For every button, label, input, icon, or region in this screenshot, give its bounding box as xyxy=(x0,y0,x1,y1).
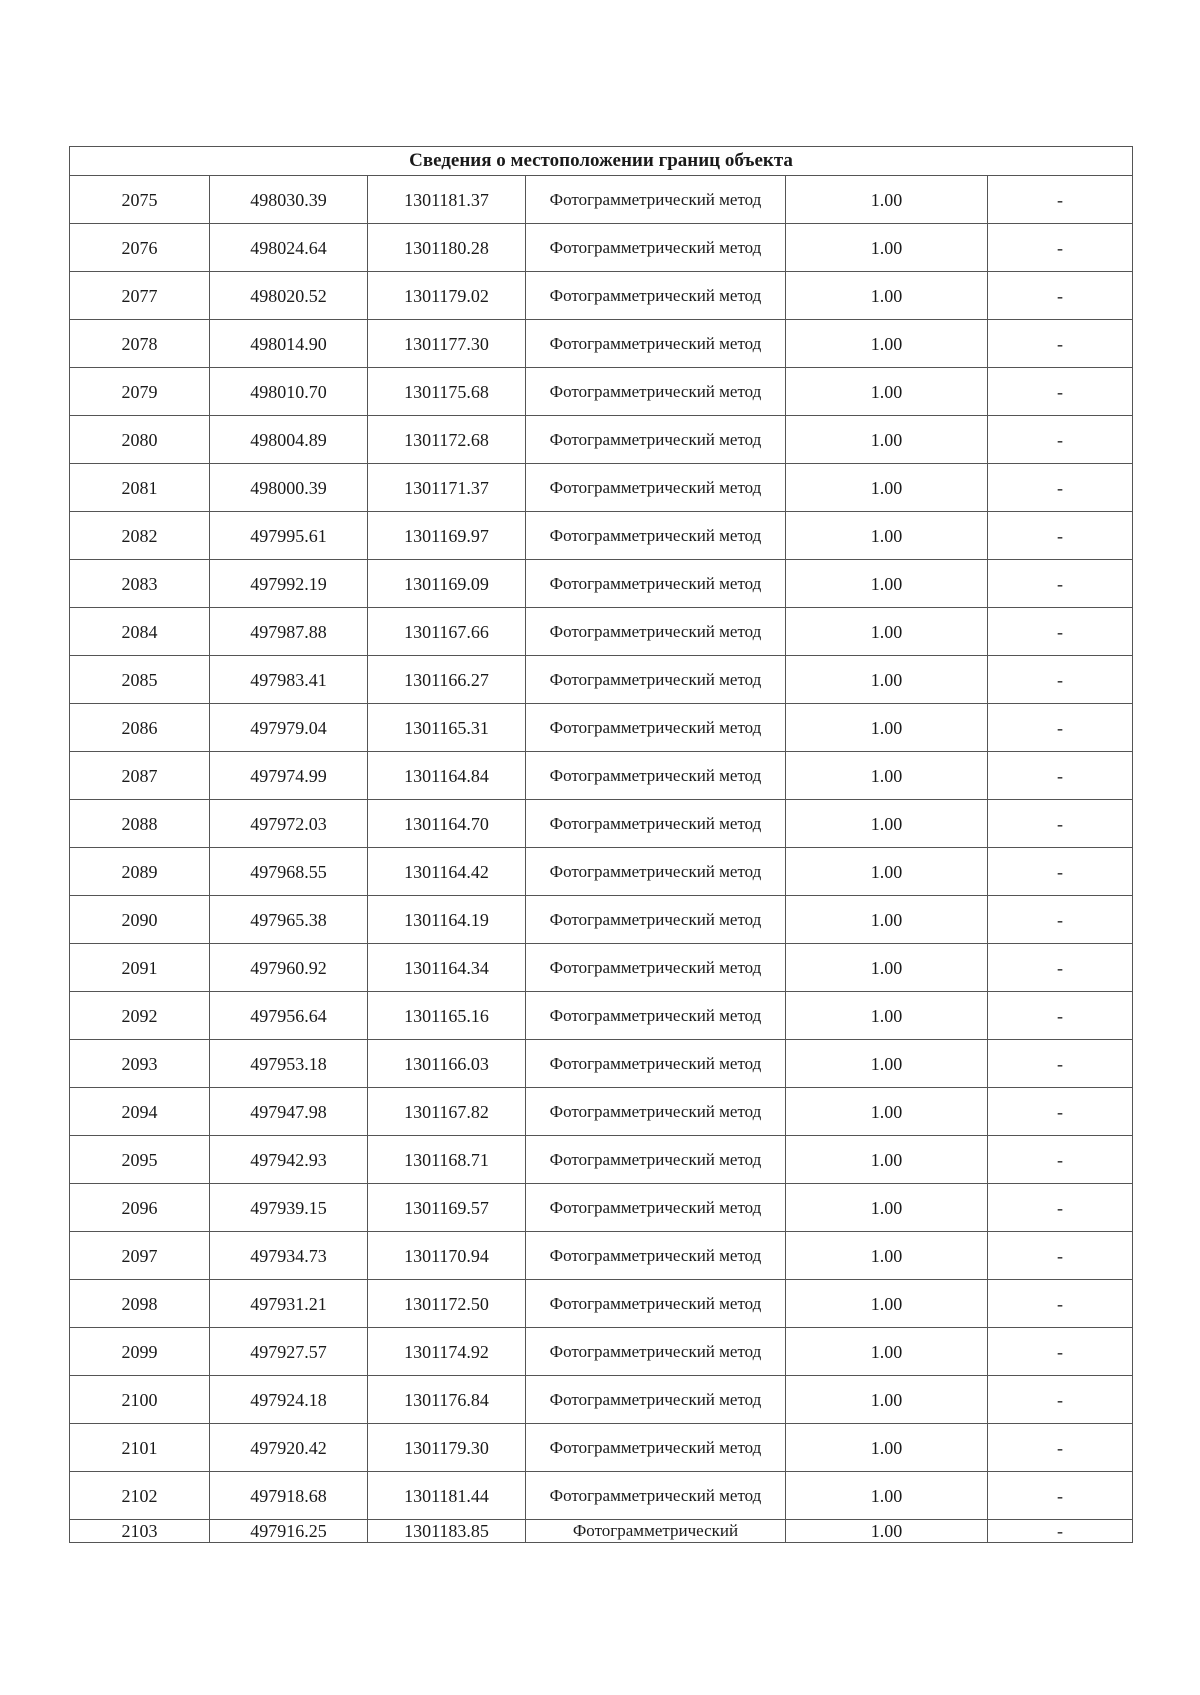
method-cell: Фотограмметрический метод xyxy=(526,176,786,224)
accuracy-cell: 1.00 xyxy=(786,272,988,320)
method-cell: Фотограмметрический метод xyxy=(526,560,786,608)
y-coordinate-cell: 1301175.68 xyxy=(368,368,526,416)
table-row xyxy=(70,224,1133,272)
x-coordinate-cell: 497953.18 xyxy=(210,1040,368,1088)
accuracy-cell: 1.00 xyxy=(786,752,988,800)
table-row xyxy=(70,752,1133,800)
note-cell: - xyxy=(988,1184,1133,1232)
point-number-cell: 2102 xyxy=(70,1472,210,1520)
x-coordinate-cell: 497916.25 xyxy=(210,1520,368,1543)
y-coordinate-cell: 1301166.27 xyxy=(368,656,526,704)
y-coordinate-cell: 1301169.57 xyxy=(368,1184,526,1232)
table-row xyxy=(70,272,1133,320)
accuracy-cell: 1.00 xyxy=(786,704,988,752)
x-coordinate-cell: 497972.03 xyxy=(210,800,368,848)
x-coordinate-cell: 497956.64 xyxy=(210,992,368,1040)
note-cell: - xyxy=(988,656,1133,704)
point-number-cell: 2086 xyxy=(70,704,210,752)
accuracy-cell: 1.00 xyxy=(786,1040,988,1088)
note-cell: - xyxy=(988,1520,1133,1543)
accuracy-cell: 1.00 xyxy=(786,1088,988,1136)
y-coordinate-cell: 1301169.97 xyxy=(368,512,526,560)
point-number-cell: 2087 xyxy=(70,752,210,800)
point-number-cell: 2085 xyxy=(70,656,210,704)
note-cell: - xyxy=(988,848,1133,896)
note-cell: - xyxy=(988,1040,1133,1088)
method-cell: Фотограмметрический метод xyxy=(526,944,786,992)
table-row xyxy=(70,1376,1133,1424)
note-cell: - xyxy=(988,992,1133,1040)
point-number-cell: 2083 xyxy=(70,560,210,608)
accuracy-cell: 1.00 xyxy=(786,560,988,608)
table-row xyxy=(70,608,1133,656)
accuracy-cell: 1.00 xyxy=(786,1376,988,1424)
y-coordinate-cell: 1301167.82 xyxy=(368,1088,526,1136)
method-cell: Фотограмметрический метод xyxy=(526,608,786,656)
table-body xyxy=(70,176,1133,1543)
note-cell: - xyxy=(988,1328,1133,1376)
x-coordinate-cell: 498014.90 xyxy=(210,320,368,368)
point-number-cell: 2076 xyxy=(70,224,210,272)
note-cell: - xyxy=(988,560,1133,608)
accuracy-cell: 1.00 xyxy=(786,656,988,704)
method-cell: Фотограмметрический метод xyxy=(526,1184,786,1232)
note-cell: - xyxy=(988,800,1133,848)
y-coordinate-cell: 1301167.66 xyxy=(368,608,526,656)
y-coordinate-cell: 1301176.84 xyxy=(368,1376,526,1424)
x-coordinate-cell: 498004.89 xyxy=(210,416,368,464)
table-row xyxy=(70,800,1133,848)
accuracy-cell: 1.00 xyxy=(786,512,988,560)
y-coordinate-cell: 1301177.30 xyxy=(368,320,526,368)
method-cell: Фотограмметрический метод xyxy=(526,1280,786,1328)
y-coordinate-cell: 1301164.84 xyxy=(368,752,526,800)
accuracy-cell: 1.00 xyxy=(786,1520,988,1543)
accuracy-cell: 1.00 xyxy=(786,224,988,272)
method-cell: Фотограмметрический метод xyxy=(526,464,786,512)
table-row xyxy=(70,1088,1133,1136)
point-number-cell: 2078 xyxy=(70,320,210,368)
table-row xyxy=(70,704,1133,752)
y-coordinate-cell: 1301169.09 xyxy=(368,560,526,608)
x-coordinate-cell: 498020.52 xyxy=(210,272,368,320)
table-row xyxy=(70,896,1133,944)
method-cell: Фотограмметрический метод xyxy=(526,752,786,800)
table-row xyxy=(70,1520,1133,1543)
point-number-cell: 2082 xyxy=(70,512,210,560)
x-coordinate-cell: 498024.64 xyxy=(210,224,368,272)
method-cell: Фотограмметрический метод xyxy=(526,896,786,944)
method-cell: Фотограмметрический метод xyxy=(526,224,786,272)
point-number-cell: 2090 xyxy=(70,896,210,944)
y-coordinate-cell: 1301171.37 xyxy=(368,464,526,512)
y-coordinate-cell: 1301179.02 xyxy=(368,272,526,320)
accuracy-cell: 1.00 xyxy=(786,1184,988,1232)
table-row xyxy=(70,464,1133,512)
accuracy-cell: 1.00 xyxy=(786,1232,988,1280)
x-coordinate-cell: 497918.68 xyxy=(210,1472,368,1520)
x-coordinate-cell: 497965.38 xyxy=(210,896,368,944)
boundary-coordinates-table xyxy=(69,146,1133,1543)
accuracy-cell: 1.00 xyxy=(786,608,988,656)
note-cell: - xyxy=(988,512,1133,560)
y-coordinate-cell: 1301180.28 xyxy=(368,224,526,272)
note-cell: - xyxy=(988,1424,1133,1472)
accuracy-cell: 1.00 xyxy=(786,1328,988,1376)
x-coordinate-cell: 497920.42 xyxy=(210,1424,368,1472)
y-coordinate-cell: 1301165.16 xyxy=(368,992,526,1040)
table-row xyxy=(70,368,1133,416)
x-coordinate-cell: 497983.41 xyxy=(210,656,368,704)
note-cell: - xyxy=(988,896,1133,944)
note-cell: - xyxy=(988,224,1133,272)
table-row xyxy=(70,1280,1133,1328)
y-coordinate-cell: 1301174.92 xyxy=(368,1328,526,1376)
table-title: Сведения о местоположении границ объекта xyxy=(70,147,1133,176)
y-coordinate-cell: 1301181.44 xyxy=(368,1472,526,1520)
method-cell: Фотограмметрический метод xyxy=(526,1328,786,1376)
accuracy-cell: 1.00 xyxy=(786,176,988,224)
accuracy-cell: 1.00 xyxy=(786,992,988,1040)
method-cell: Фотограмметрический xyxy=(526,1520,786,1543)
accuracy-cell: 1.00 xyxy=(786,1424,988,1472)
accuracy-cell: 1.00 xyxy=(786,896,988,944)
y-coordinate-cell: 1301168.71 xyxy=(368,1136,526,1184)
x-coordinate-cell: 497974.99 xyxy=(210,752,368,800)
point-number-cell: 2103 xyxy=(70,1520,210,1543)
note-cell: - xyxy=(988,1136,1133,1184)
method-cell: Фотограмметрический метод xyxy=(526,1376,786,1424)
accuracy-cell: 1.00 xyxy=(786,1280,988,1328)
accuracy-cell: 1.00 xyxy=(786,416,988,464)
point-number-cell: 2099 xyxy=(70,1328,210,1376)
point-number-cell: 2094 xyxy=(70,1088,210,1136)
method-cell: Фотограмметрический метод xyxy=(526,1088,786,1136)
method-cell: Фотограмметрический метод xyxy=(526,848,786,896)
point-number-cell: 2100 xyxy=(70,1376,210,1424)
x-coordinate-cell: 497987.88 xyxy=(210,608,368,656)
table-row xyxy=(70,1424,1133,1472)
note-cell: - xyxy=(988,608,1133,656)
table-row xyxy=(70,1136,1133,1184)
accuracy-cell: 1.00 xyxy=(786,848,988,896)
point-number-cell: 2075 xyxy=(70,176,210,224)
x-coordinate-cell: 497939.15 xyxy=(210,1184,368,1232)
method-cell: Фотограмметрический метод xyxy=(526,992,786,1040)
x-coordinate-cell: 497995.61 xyxy=(210,512,368,560)
accuracy-cell: 1.00 xyxy=(786,1472,988,1520)
table-row xyxy=(70,848,1133,896)
x-coordinate-cell: 497942.93 xyxy=(210,1136,368,1184)
method-cell: Фотограмметрический метод xyxy=(526,800,786,848)
point-number-cell: 2089 xyxy=(70,848,210,896)
note-cell: - xyxy=(988,176,1133,224)
note-cell: - xyxy=(988,1280,1133,1328)
table-row xyxy=(70,944,1133,992)
point-number-cell: 2084 xyxy=(70,608,210,656)
method-cell: Фотограмметрический метод xyxy=(526,320,786,368)
x-coordinate-cell: 498030.39 xyxy=(210,176,368,224)
note-cell: - xyxy=(988,1088,1133,1136)
method-cell: Фотограмметрический метод xyxy=(526,704,786,752)
x-coordinate-cell: 497979.04 xyxy=(210,704,368,752)
note-cell: - xyxy=(988,704,1133,752)
point-number-cell: 2080 xyxy=(70,416,210,464)
y-coordinate-cell: 1301170.94 xyxy=(368,1232,526,1280)
table-row xyxy=(70,656,1133,704)
note-cell: - xyxy=(988,416,1133,464)
accuracy-cell: 1.00 xyxy=(786,464,988,512)
y-coordinate-cell: 1301166.03 xyxy=(368,1040,526,1088)
note-cell: - xyxy=(988,1232,1133,1280)
method-cell: Фотограмметрический метод xyxy=(526,368,786,416)
point-number-cell: 2096 xyxy=(70,1184,210,1232)
note-cell: - xyxy=(988,944,1133,992)
y-coordinate-cell: 1301164.70 xyxy=(368,800,526,848)
y-coordinate-cell: 1301165.31 xyxy=(368,704,526,752)
y-coordinate-cell: 1301172.50 xyxy=(368,1280,526,1328)
table-row xyxy=(70,1184,1133,1232)
accuracy-cell: 1.00 xyxy=(786,944,988,992)
point-number-cell: 2101 xyxy=(70,1424,210,1472)
table-row xyxy=(70,512,1133,560)
y-coordinate-cell: 1301183.85 xyxy=(368,1520,526,1543)
x-coordinate-cell: 497931.21 xyxy=(210,1280,368,1328)
point-number-cell: 2079 xyxy=(70,368,210,416)
x-coordinate-cell: 497924.18 xyxy=(210,1376,368,1424)
point-number-cell: 2095 xyxy=(70,1136,210,1184)
method-cell: Фотограмметрический метод xyxy=(526,1232,786,1280)
method-cell: Фотограмметрический метод xyxy=(526,1136,786,1184)
method-cell: Фотограмметрический метод xyxy=(526,1472,786,1520)
point-number-cell: 2091 xyxy=(70,944,210,992)
point-number-cell: 2081 xyxy=(70,464,210,512)
y-coordinate-cell: 1301172.68 xyxy=(368,416,526,464)
method-cell: Фотограмметрический метод xyxy=(526,512,786,560)
y-coordinate-cell: 1301181.37 xyxy=(368,176,526,224)
table-row xyxy=(70,560,1133,608)
table-row xyxy=(70,1232,1133,1280)
note-cell: - xyxy=(988,320,1133,368)
note-cell: - xyxy=(988,272,1133,320)
method-cell: Фотограмметрический метод xyxy=(526,1424,786,1472)
method-cell: Фотограмметрический метод xyxy=(526,272,786,320)
y-coordinate-cell: 1301164.34 xyxy=(368,944,526,992)
x-coordinate-cell: 497934.73 xyxy=(210,1232,368,1280)
point-number-cell: 2077 xyxy=(70,272,210,320)
point-number-cell: 2092 xyxy=(70,992,210,1040)
point-number-cell: 2088 xyxy=(70,800,210,848)
x-coordinate-cell: 498000.39 xyxy=(210,464,368,512)
x-coordinate-cell: 497947.98 xyxy=(210,1088,368,1136)
method-cell: Фотограмметрический метод xyxy=(526,1040,786,1088)
table-row xyxy=(70,416,1133,464)
table-title-row xyxy=(70,147,1133,176)
table-row xyxy=(70,992,1133,1040)
accuracy-cell: 1.00 xyxy=(786,800,988,848)
note-cell: - xyxy=(988,1376,1133,1424)
accuracy-cell: 1.00 xyxy=(786,368,988,416)
point-number-cell: 2098 xyxy=(70,1280,210,1328)
note-cell: - xyxy=(988,464,1133,512)
note-cell: - xyxy=(988,752,1133,800)
x-coordinate-cell: 497968.55 xyxy=(210,848,368,896)
point-number-cell: 2093 xyxy=(70,1040,210,1088)
table-row xyxy=(70,1040,1133,1088)
table-row xyxy=(70,1472,1133,1520)
note-cell: - xyxy=(988,368,1133,416)
x-coordinate-cell: 498010.70 xyxy=(210,368,368,416)
y-coordinate-cell: 1301164.19 xyxy=(368,896,526,944)
x-coordinate-cell: 497927.57 xyxy=(210,1328,368,1376)
point-number-cell: 2097 xyxy=(70,1232,210,1280)
y-coordinate-cell: 1301164.42 xyxy=(368,848,526,896)
table-row xyxy=(70,1328,1133,1376)
accuracy-cell: 1.00 xyxy=(786,1136,988,1184)
note-cell: - xyxy=(988,1472,1133,1520)
x-coordinate-cell: 497992.19 xyxy=(210,560,368,608)
table-row xyxy=(70,176,1133,224)
method-cell: Фотограмметрический метод xyxy=(526,656,786,704)
method-cell: Фотограмметрический метод xyxy=(526,416,786,464)
x-coordinate-cell: 497960.92 xyxy=(210,944,368,992)
accuracy-cell: 1.00 xyxy=(786,320,988,368)
table-row xyxy=(70,320,1133,368)
y-coordinate-cell: 1301179.30 xyxy=(368,1424,526,1472)
